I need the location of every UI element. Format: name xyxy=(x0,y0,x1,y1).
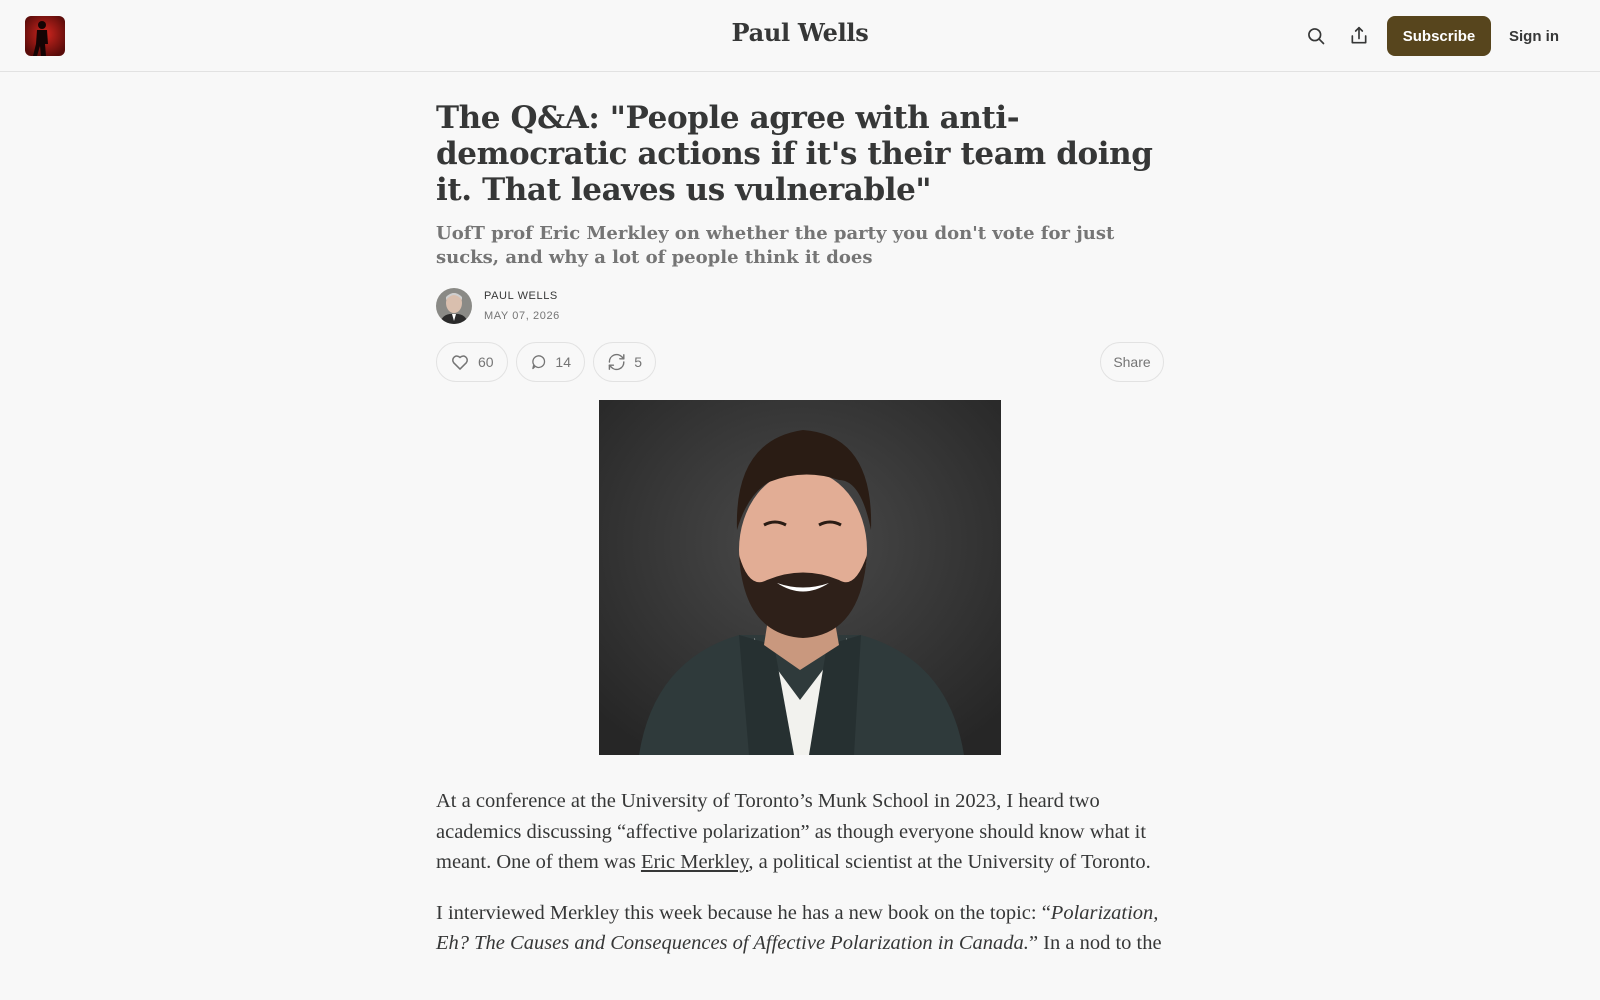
hero-portrait-image[interactable] xyxy=(599,400,1001,755)
comment-button[interactable] xyxy=(516,342,585,382)
eric-merkley-link[interactable]: Eric Merkley xyxy=(640,851,749,873)
share-button[interactable]: Share xyxy=(1100,342,1164,382)
article-body xyxy=(436,786,1164,979)
top-nav-bar xyxy=(0,0,1600,72)
restack-icon xyxy=(607,352,626,372)
byline xyxy=(436,288,1164,324)
sign-in-button[interactable]: Sign in xyxy=(1509,27,1559,45)
heart-icon xyxy=(450,352,470,372)
publication-logo[interactable] xyxy=(25,16,65,56)
post-title: The Q&A: "People agree with anti-democratic actions if it's their team doing it. That leaves us vulnerable" xyxy=(436,100,1153,208)
post-date: MAY 07, 2026 xyxy=(484,310,560,322)
restack-button[interactable] xyxy=(593,342,656,382)
site-title[interactable]: Paul Wells xyxy=(731,18,869,47)
subscribe-button[interactable]: Subscribe xyxy=(1387,16,1491,56)
comment-icon xyxy=(530,352,547,372)
post-header xyxy=(436,100,1164,382)
author-avatar[interactable] xyxy=(436,288,472,324)
restack-count: 5 xyxy=(634,354,642,370)
paragraph-1: At a conference at the University of Toronto’s Munk School in 2023, I heard two academics discussing “affective polarization” as though everyone should know what it meant. One of them was Eric Merkley, a political scientist at the University of Toronto. xyxy=(436,790,1151,873)
like-count: 60 xyxy=(478,354,494,370)
share-icon xyxy=(1349,26,1369,46)
search-icon xyxy=(1306,26,1326,46)
author-name[interactable]: PAUL WELLS xyxy=(484,290,558,302)
post-actions xyxy=(436,342,1164,382)
post-subtitle: UofT prof Eric Merkley on whether the party you don't vote for just sucks, and why a lot of people think it does xyxy=(436,223,1115,268)
share-button-header[interactable] xyxy=(1345,22,1373,50)
comment-count: 14 xyxy=(555,354,571,370)
like-button[interactable] xyxy=(436,342,508,382)
search-button[interactable] xyxy=(1302,22,1330,50)
book-title: Polarization, Eh? The Causes and Consequences of Affective Polarization in Canada. xyxy=(436,901,1159,954)
paragraph-2: I interviewed Merkley this week because he has a new book on the topic: “Polarization, Eh? The Causes and Consequences of Affective Polarization in Canada.” In a nod to the xyxy=(436,901,1162,954)
